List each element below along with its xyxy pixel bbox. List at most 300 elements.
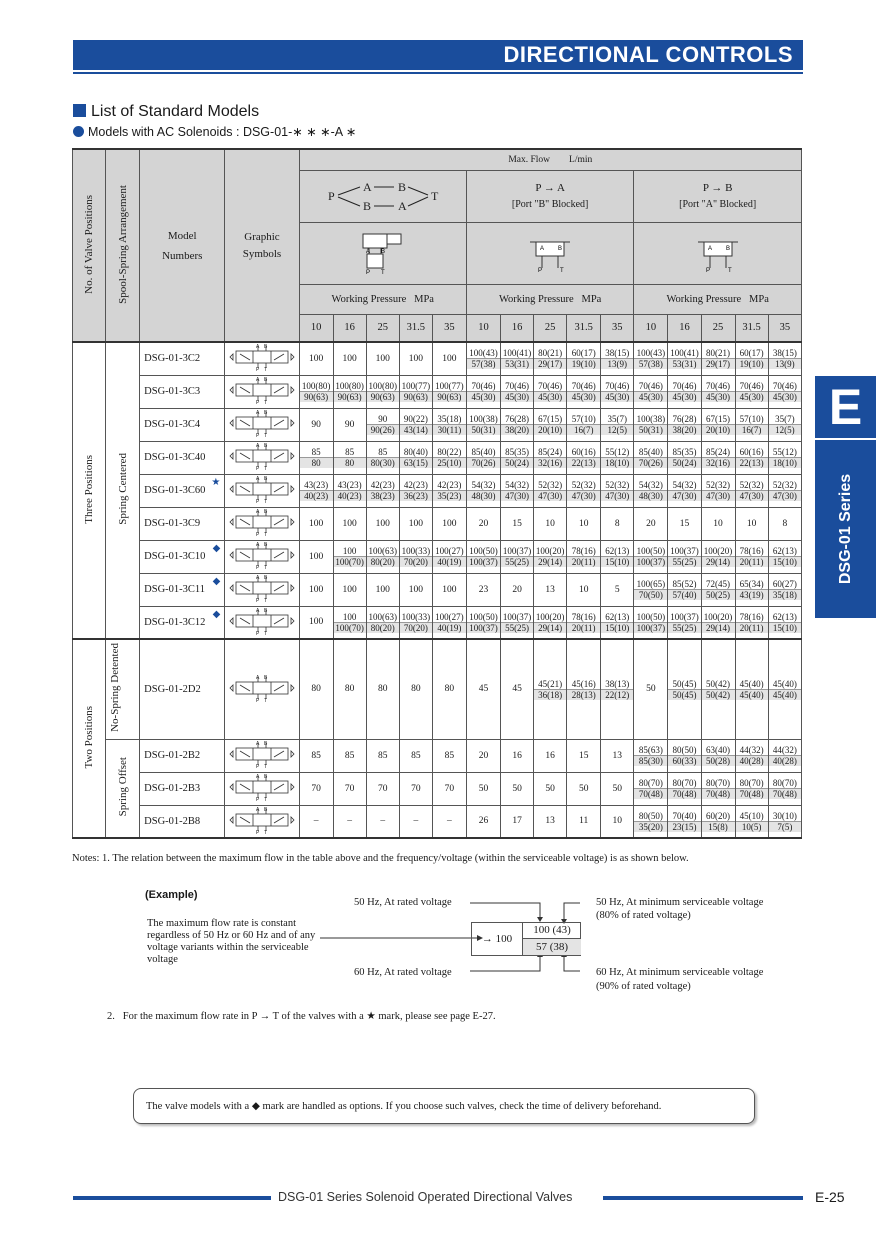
- svg-text:T: T: [263, 466, 268, 470]
- svg-text:A: A: [255, 741, 260, 747]
- flow-cell-split: [333, 540, 366, 573]
- flow-value: 70(46): [638, 381, 663, 391]
- flow-value: 100: [333, 573, 366, 606]
- valve-symbol-icon: [228, 508, 296, 536]
- label-50hz-rated: 50 Hz, At rated voltage: [354, 897, 452, 908]
- model-number: DSG-01-3C10 ◆: [140, 540, 225, 573]
- valve-port-icon: [528, 230, 572, 274]
- svg-text:T: T: [727, 267, 732, 274]
- flow-value: 57(10): [739, 414, 764, 424]
- flow-cell-split: [701, 474, 735, 507]
- flow-value: 35(20): [634, 821, 667, 832]
- flow-cell-split: [601, 375, 634, 408]
- flow-cell-split: [567, 639, 601, 739]
- flow-cell-split: [466, 540, 500, 573]
- svg-text:B: B: [263, 774, 268, 780]
- flow-cell-split: [768, 408, 801, 441]
- flow-value: 70(46): [772, 381, 797, 391]
- flow-value: 100(37): [634, 622, 667, 633]
- working-pressure-3: Working Pressure MPa: [634, 284, 802, 314]
- flow-value: 62(13): [772, 546, 797, 556]
- svg-text:B: B: [263, 607, 268, 614]
- flow-cell-split: [399, 441, 432, 474]
- flow-value: 47(30): [702, 490, 735, 501]
- flow-value: 100(20): [535, 611, 565, 622]
- flow-cell-split: [668, 639, 701, 739]
- flow-value: 100(37): [467, 622, 500, 633]
- flow-value: 45(30): [668, 391, 700, 402]
- flow-value: 53(31): [501, 358, 533, 369]
- square-bullet-icon: [73, 104, 86, 117]
- svg-text:A: A: [540, 245, 545, 252]
- mark-icon: ◆: [212, 575, 221, 587]
- models-table: [72, 148, 802, 839]
- flow-cell-split: [567, 474, 601, 507]
- flow-value: 80(30): [367, 457, 399, 468]
- svg-text:B: B: [263, 410, 268, 416]
- flow-value: 85(52): [672, 579, 697, 589]
- svg-text:P: P: [327, 188, 335, 203]
- flow-value: 100(70): [335, 557, 364, 567]
- flow-value: 85: [311, 447, 321, 457]
- flow-value: 47(30): [501, 490, 533, 501]
- flow-cell-split: [634, 441, 668, 474]
- flow-cell-split: [466, 441, 500, 474]
- flow-value: 80(50): [672, 745, 697, 755]
- svg-text:A: A: [255, 774, 260, 780]
- flow-cell-split: [432, 474, 466, 507]
- model-number: DSG-01-3C2: [140, 342, 225, 375]
- flow-value: 55(12): [772, 447, 797, 457]
- mark-icon: ★: [211, 476, 221, 488]
- svg-text:A: A: [397, 198, 407, 213]
- flow-value: 80(70): [638, 778, 663, 788]
- side-tab-letter[interactable]: E: [815, 376, 876, 438]
- flow-cell-split: [432, 441, 466, 474]
- flow-value: 25(10): [433, 457, 466, 468]
- flow-value: 63(15): [400, 457, 432, 468]
- flow-value: 85(24): [538, 447, 563, 457]
- flow-cell-split: [768, 573, 801, 606]
- flow-value: 70: [432, 772, 466, 805]
- svg-text:T: T: [263, 630, 268, 635]
- graphic-symbol: [225, 375, 299, 408]
- valve-symbol-icon: [228, 574, 296, 602]
- flow-value: 22(13): [567, 457, 600, 468]
- flow-value: 50: [567, 772, 601, 805]
- flow-value: 12(5): [601, 424, 633, 435]
- flow-cell-split: [366, 408, 399, 441]
- flow-cell-split: [399, 540, 432, 573]
- flow-value: 72(45): [706, 579, 731, 589]
- label-50hz-min-pct: (80% of rated voltage): [596, 910, 691, 921]
- model-number: DSG-01-2B3: [140, 772, 225, 805]
- svg-text:T: T: [263, 367, 268, 372]
- flow-value: 16: [501, 739, 534, 772]
- flow-value: 16(7): [736, 424, 768, 435]
- flow-value: 80: [333, 639, 366, 739]
- flow-cell-split: [668, 408, 701, 441]
- flow-value: 28(13): [567, 689, 600, 700]
- flow-value: 100(33): [401, 611, 431, 622]
- flow-value: 10: [735, 507, 768, 540]
- flow-value: 85(35): [505, 447, 530, 457]
- svg-text:A: A: [255, 542, 260, 548]
- flow-cell-split: [701, 805, 735, 838]
- flow-value: 85: [345, 447, 355, 457]
- svg-text:T: T: [263, 433, 268, 437]
- flow-value: 48(30): [634, 490, 667, 501]
- pressure-header: 35: [768, 314, 801, 342]
- svg-text:B: B: [725, 245, 730, 252]
- flow-value: 38(20): [668, 424, 700, 435]
- flow-cell-split: [366, 441, 399, 474]
- svg-text:A: A: [362, 179, 372, 194]
- flow-value: 100: [299, 540, 333, 573]
- flow-cell-split: [534, 441, 567, 474]
- flow-value: 38(15): [772, 348, 797, 359]
- flow-value: 8: [768, 507, 801, 540]
- flow-value: 70(26): [634, 457, 667, 468]
- flow-cell-split: [601, 342, 634, 375]
- flow-value: 60(16): [571, 447, 596, 457]
- svg-text:T: T: [263, 764, 268, 768]
- flow-value: 100: [399, 507, 432, 540]
- flow-value: 45: [501, 639, 534, 739]
- flow-cell-split: [735, 441, 768, 474]
- flow-value: 70: [366, 772, 399, 805]
- svg-text:A: A: [707, 245, 712, 252]
- graphic-symbol: [225, 408, 299, 441]
- flow-value: 70(20): [400, 622, 432, 633]
- svg-text:A: A: [255, 806, 260, 813]
- flow-value: 100(20): [703, 546, 733, 556]
- flow-value: 90(63): [400, 391, 432, 402]
- flow-value: 78(16): [571, 546, 596, 556]
- graphic-symbol: [225, 739, 299, 772]
- flow-value: 80(22): [437, 447, 462, 457]
- flow-value: 35(23): [433, 490, 466, 501]
- flow-value: 45(40): [739, 678, 764, 689]
- flow-value: 29(17): [702, 358, 735, 369]
- flow-value: 50(45): [668, 689, 700, 700]
- flow-value: 100(43): [469, 348, 498, 359]
- flow-value: –: [399, 805, 432, 838]
- svg-text:B: B: [263, 443, 268, 449]
- svg-text:P: P: [255, 565, 260, 569]
- flow-value: 52(32): [739, 480, 764, 490]
- pressure-header: 25: [701, 314, 735, 342]
- flow-value: 100(37): [670, 546, 699, 556]
- flow-value: 17: [501, 805, 534, 838]
- flow-cell-split: [701, 342, 735, 375]
- svg-text:B: B: [263, 575, 268, 581]
- flow-value: 50(45): [672, 678, 697, 689]
- flow-cell-split: [768, 772, 801, 805]
- flow-cell-split: [432, 408, 466, 441]
- flow-cell-split: [701, 606, 735, 639]
- flow-value: 100: [342, 611, 357, 622]
- flow-value: 100(80): [368, 381, 397, 391]
- valve-symbol-icon: [228, 740, 296, 768]
- flow-value: 67(15): [706, 414, 731, 424]
- label-50hz-min: 50 Hz, At minimum serviceable voltage: [596, 897, 764, 908]
- flow-value: 80(20): [367, 556, 399, 567]
- flow-value: 35(7): [775, 414, 795, 424]
- flow-value: 10: [701, 507, 735, 540]
- flow-value: 70(20): [400, 556, 432, 567]
- option-note: The valve models with a ◆ mark are handled as options. If you choose such valves, check the time of delivery beforehand.: [146, 1101, 662, 1112]
- flow-value: 100(80): [301, 381, 331, 391]
- flow-cell-split: [735, 805, 768, 838]
- flow-value: 90(63): [367, 391, 399, 402]
- table-row: [73, 805, 802, 838]
- flow-value: 29(17): [534, 358, 566, 369]
- flow-cell-split: [534, 639, 567, 739]
- flow-cell-split: [366, 540, 399, 573]
- flow-value: 55(25): [668, 622, 700, 633]
- svg-text:B: B: [362, 198, 371, 213]
- header-max-flow: Max. Flow L/min: [299, 149, 801, 170]
- flow-value: 100(33): [401, 546, 431, 556]
- flow-value: 100(37): [502, 546, 532, 556]
- flow-value: 32(16): [702, 457, 735, 468]
- label-60hz-rated: 60 Hz, At rated voltage: [354, 967, 452, 978]
- flow-value: 78(16): [739, 611, 764, 622]
- flow-value: 100(43): [636, 348, 666, 359]
- flow-group-pb: P → B [Port "A" Blocked]: [634, 170, 802, 222]
- circle-bullet-icon: [73, 126, 84, 137]
- svg-text:P: P: [255, 433, 260, 437]
- example-value-box: [471, 922, 581, 956]
- flow-value: 10: [567, 573, 601, 606]
- label-60hz-min-pct: (90% of rated voltage): [596, 981, 691, 992]
- flow-cell-split: [768, 342, 801, 375]
- flow-cell-split: [735, 772, 768, 805]
- svg-text:T: T: [263, 598, 268, 602]
- flow-cell-split: [432, 540, 466, 573]
- port-symbol-pt: [299, 222, 466, 284]
- flow-cell-split: [432, 606, 466, 639]
- flow-cell-split: [534, 606, 567, 639]
- flow-value: 45(30): [702, 391, 735, 402]
- graphic-symbol: [225, 342, 299, 375]
- flow-value: 55(25): [501, 622, 533, 633]
- flow-value: 45(30): [736, 391, 768, 402]
- flow-value: 85(40): [638, 447, 663, 457]
- flow-value: 100(38): [636, 414, 666, 424]
- flow-cell-split: [432, 375, 466, 408]
- flow-value: 100(80): [335, 381, 364, 391]
- flow-value: 85(35): [672, 447, 697, 457]
- flow-value: 19(10): [567, 358, 600, 369]
- flow-value: 100(38): [469, 414, 498, 424]
- flow-cell-split: [634, 739, 668, 772]
- table-row: [73, 507, 802, 540]
- flow-value: 35(18): [769, 589, 801, 600]
- flow-value: 70(50): [634, 589, 667, 600]
- flow-cell-split: [601, 606, 634, 639]
- mark-icon: ◆: [212, 542, 221, 554]
- arrangement-spring-centered: Spring Centered: [106, 342, 140, 639]
- svg-text:P: P: [255, 797, 260, 801]
- svg-text:B: B: [558, 245, 563, 252]
- flow-cell-split: [299, 375, 333, 408]
- side-tab-series[interactable]: DSG-01 Series: [815, 440, 876, 618]
- svg-text:A: A: [255, 509, 260, 515]
- valve-symbol-icon: [228, 607, 296, 635]
- flow-value: 44(32): [772, 745, 797, 755]
- flow-group-pt: [299, 170, 466, 222]
- graphic-symbol: [225, 573, 299, 606]
- flow-value: 45(16): [571, 678, 596, 689]
- flow-value: 54(32): [471, 480, 496, 490]
- flow-value: 29(14): [534, 622, 566, 633]
- flow-value: 15(10): [769, 622, 801, 633]
- flow-value: 100: [366, 342, 399, 375]
- flow-value: 40(19): [433, 622, 466, 633]
- flow-value: 60(17): [739, 348, 764, 359]
- flow-cell-split: [366, 375, 399, 408]
- flow-cell-split: [701, 573, 735, 606]
- flow-value: 80(70): [739, 778, 764, 788]
- flow-paths-icon: [308, 175, 458, 215]
- flow-value: 90(63): [334, 391, 366, 402]
- flow-value: 20(11): [567, 556, 600, 567]
- flow-value: 100(37): [670, 611, 699, 622]
- flow-cell-split: [768, 375, 801, 408]
- table-row: [73, 375, 802, 408]
- flow-value: 70(46): [605, 381, 630, 391]
- flow-value: 15(10): [769, 556, 801, 567]
- flow-value: 38(23): [367, 490, 399, 501]
- flow-value: 13: [534, 805, 567, 838]
- flow-cell-split: [501, 408, 534, 441]
- flow-value: 85: [432, 739, 466, 772]
- flow-value: 45: [466, 639, 500, 739]
- flow-value: 70(46): [739, 381, 764, 391]
- flow-value: 45(30): [467, 391, 500, 402]
- flow-value: 50(42): [702, 689, 735, 700]
- flow-value: 70: [299, 772, 333, 805]
- pressure-header: 10: [466, 314, 500, 342]
- flow-value: 85: [333, 739, 366, 772]
- pressure-header: 31.5: [567, 314, 601, 342]
- section-subtitle: Models with AC Solenoids : DSG-01-∗ ∗ ∗-A ∗: [73, 124, 356, 139]
- pressure-header: 35: [432, 314, 466, 342]
- svg-text:T: T: [380, 269, 385, 274]
- flow-value: 8: [601, 507, 634, 540]
- flow-value: 45(30): [501, 391, 533, 402]
- flow-value: 32(16): [534, 457, 566, 468]
- label-60hz-min: 60 Hz, At minimum serviceable voltage: [596, 967, 764, 978]
- svg-text:T: T: [263, 697, 268, 702]
- graphic-symbol: [225, 606, 299, 639]
- header-model: Model Numbers: [140, 149, 225, 342]
- flow-value: 100(27): [435, 611, 464, 622]
- flow-value: 55(25): [501, 556, 533, 567]
- flow-value: 13(9): [769, 358, 801, 369]
- graphic-symbol: [225, 474, 299, 507]
- flow-value: 90: [378, 414, 388, 424]
- flow-value: 70(40): [672, 810, 697, 821]
- example-title: (Example): [145, 889, 198, 901]
- valve-symbol-icon: [228, 674, 296, 702]
- flow-value: 29(14): [702, 556, 735, 567]
- flow-cell-split: [534, 375, 567, 408]
- flow-value: 80: [399, 639, 432, 739]
- flow-cell-split: [466, 474, 500, 507]
- flow-value: 43(23): [337, 480, 362, 490]
- flow-value: 50: [634, 639, 668, 739]
- flow-value: 65(34): [739, 579, 764, 589]
- header-banner: [73, 40, 803, 70]
- flow-value: 90(63): [300, 391, 333, 402]
- flow-value: 90: [299, 408, 333, 441]
- svg-text:A: A: [255, 607, 260, 614]
- flow-cell-split: [399, 408, 432, 441]
- flow-value: 45(40): [736, 689, 768, 700]
- flow-value: 80(50): [638, 810, 663, 821]
- flow-value: 80(70): [772, 778, 797, 788]
- flow-cell-split: [501, 375, 534, 408]
- pressure-header: 16: [668, 314, 701, 342]
- flow-value: 57(38): [467, 358, 500, 369]
- flow-cell-split: [601, 474, 634, 507]
- mark-icon: ◆: [212, 608, 221, 620]
- table-row: [73, 441, 802, 474]
- flow-value: 13: [534, 573, 567, 606]
- flow-value: 45(40): [772, 678, 797, 689]
- flow-value: 43(19): [736, 589, 768, 600]
- svg-text:B: B: [263, 741, 268, 747]
- header-spool: Spool-Spring Arrangement: [106, 149, 140, 342]
- note-1: Notes: 1. The relation between the maximum flow in the table above and the frequency/voltage (within the serviceable voltage) is as shown below.: [72, 853, 689, 864]
- flow-value: 100: [333, 507, 366, 540]
- flow-value: 100: [333, 342, 366, 375]
- flow-value: 70(46): [471, 381, 496, 391]
- flow-cell-split: [501, 474, 534, 507]
- flow-value: 45(30): [567, 391, 600, 402]
- model-number: DSG-01-3C12 ◆: [140, 606, 225, 639]
- flow-value: 100(77): [435, 381, 464, 391]
- flow-value: 55(25): [668, 556, 700, 567]
- flow-value: 57(38): [634, 358, 667, 369]
- flow-cell-split: [601, 540, 634, 573]
- flow-cell-split: [701, 408, 735, 441]
- flow-cell-split: [668, 805, 701, 838]
- flow-value: 38(13): [605, 678, 630, 689]
- flow-value: 47(30): [601, 490, 633, 501]
- flow-value: 10: [601, 805, 634, 838]
- graphic-symbol: [225, 441, 299, 474]
- note-2: 2. For the maximum flow rate in P → T of the valves with a ★ mark, please see page E-27.: [107, 1011, 496, 1022]
- flow-value: 100(50): [469, 611, 498, 622]
- flow-group-pa: P → A [Port "B" Blocked]: [466, 170, 633, 222]
- model-number: DSG-01-3C60 ★: [140, 474, 225, 507]
- flow-value: 100: [342, 546, 357, 556]
- flow-value: 54(32): [638, 480, 663, 490]
- flow-value: 62(13): [605, 611, 630, 622]
- flow-value: 15: [567, 739, 601, 772]
- flow-value: 15(10): [601, 622, 633, 633]
- flow-cell-split: [634, 375, 668, 408]
- flow-value: 22(13): [736, 457, 768, 468]
- flow-value: 100(37): [467, 556, 500, 567]
- flow-value: 60(27): [772, 579, 797, 589]
- example-top: 100 (43): [522, 923, 581, 939]
- flow-value: 50: [466, 772, 500, 805]
